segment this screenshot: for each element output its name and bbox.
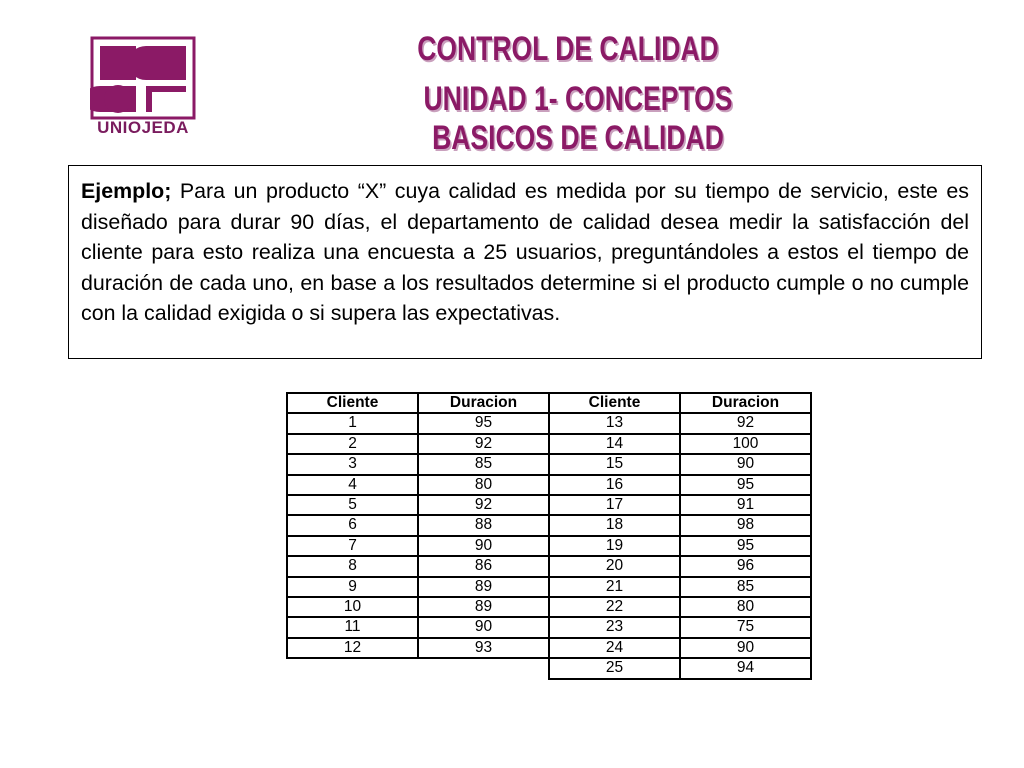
table-cell: 10 — [287, 597, 418, 617]
table-cell: 89 — [418, 597, 549, 617]
table-row — [287, 515, 811, 535]
table-row — [287, 413, 811, 433]
table-cell: 80 — [680, 597, 811, 617]
table-cell: 91 — [680, 495, 811, 515]
table-cell: 92 — [418, 495, 549, 515]
table-cell: 16 — [549, 475, 680, 495]
slide-title: CONTROL DE CALIDAD — [417, 30, 719, 68]
table-cell: 95 — [680, 536, 811, 556]
table-cell: 93 — [418, 638, 549, 658]
table-cell: 9 — [287, 577, 418, 597]
table-cell: 2 — [287, 434, 418, 454]
table-cell: 23 — [549, 617, 680, 637]
table-row — [287, 658, 811, 678]
table-cell: 75 — [680, 617, 811, 637]
table-cell: 89 — [418, 577, 549, 597]
table-cell: 18 — [549, 515, 680, 535]
table-cell — [287, 658, 418, 678]
problem-text: Para un producto “X” cuya calidad es medida por su tiempo de servicio, este es diseñado para durar 90 días, el departamento de calidad desea medir la satisfacción del cliente para esto realiza una encuesta a 25 usuarios, preguntándoles a estos el tiempo de duración de cada uno, en base a los resultados determine si el producto cumple o no cumple con la calidad exigida o si supera las expectativas. — [81, 179, 969, 325]
logo-text: UNIOJEDA — [97, 118, 189, 137]
table-cell: 19 — [549, 536, 680, 556]
table-cell: 3 — [287, 454, 418, 474]
table-cell: 86 — [418, 556, 549, 576]
table-row — [287, 556, 811, 576]
table-cell: 5 — [287, 495, 418, 515]
table-row — [287, 577, 811, 597]
table-cell: 13 — [549, 413, 680, 433]
table-cell — [418, 658, 549, 678]
table-row — [287, 638, 811, 658]
table-cell: 25 — [549, 658, 680, 678]
duration-table — [286, 392, 812, 680]
table-cell: 94 — [680, 658, 811, 678]
header-cliente-2: Cliente — [549, 393, 680, 413]
table-row — [287, 495, 811, 515]
table-cell: 80 — [418, 475, 549, 495]
problem-lead: Ejemplo; — [81, 179, 172, 203]
table-cell: 95 — [418, 413, 549, 433]
table-row — [287, 536, 811, 556]
slide-subtitle: UNIDAD 1- CONCEPTOS BASICOS DE CALIDAD — [423, 80, 733, 157]
table-cell: 90 — [680, 454, 811, 474]
table-cell: 100 — [680, 434, 811, 454]
header-cliente-1: Cliente — [287, 393, 418, 413]
table-cell: 8 — [287, 556, 418, 576]
table-cell: 11 — [287, 617, 418, 637]
table-cell: 90 — [418, 617, 549, 637]
table-cell: 95 — [680, 475, 811, 495]
header-duracion-1: Duracion — [418, 393, 549, 413]
table-cell: 7 — [287, 536, 418, 556]
table-cell: 24 — [549, 638, 680, 658]
table-header-row — [287, 393, 811, 413]
table-cell: 90 — [680, 638, 811, 658]
table-row — [287, 454, 811, 474]
table-cell: 92 — [418, 434, 549, 454]
table-cell: 85 — [680, 577, 811, 597]
table-cell: 90 — [418, 536, 549, 556]
table-cell: 6 — [287, 515, 418, 535]
table-cell: 96 — [680, 556, 811, 576]
table-cell: 20 — [549, 556, 680, 576]
problem-statement — [68, 165, 982, 359]
table-cell: 15 — [549, 454, 680, 474]
table-cell: 22 — [549, 597, 680, 617]
table-cell: 85 — [418, 454, 549, 474]
table-cell: 1 — [287, 413, 418, 433]
header-duracion-2: Duracion — [680, 393, 811, 413]
table-cell: 14 — [549, 434, 680, 454]
table-row — [287, 475, 811, 495]
table-cell: 21 — [549, 577, 680, 597]
table-cell: 12 — [287, 638, 418, 658]
table-cell: 98 — [680, 515, 811, 535]
table-row — [287, 434, 811, 454]
table-cell: 92 — [680, 413, 811, 433]
table-cell: 88 — [418, 515, 549, 535]
table-cell: 17 — [549, 495, 680, 515]
table-cell: 4 — [287, 475, 418, 495]
table-row — [287, 617, 811, 637]
table-row — [287, 597, 811, 617]
